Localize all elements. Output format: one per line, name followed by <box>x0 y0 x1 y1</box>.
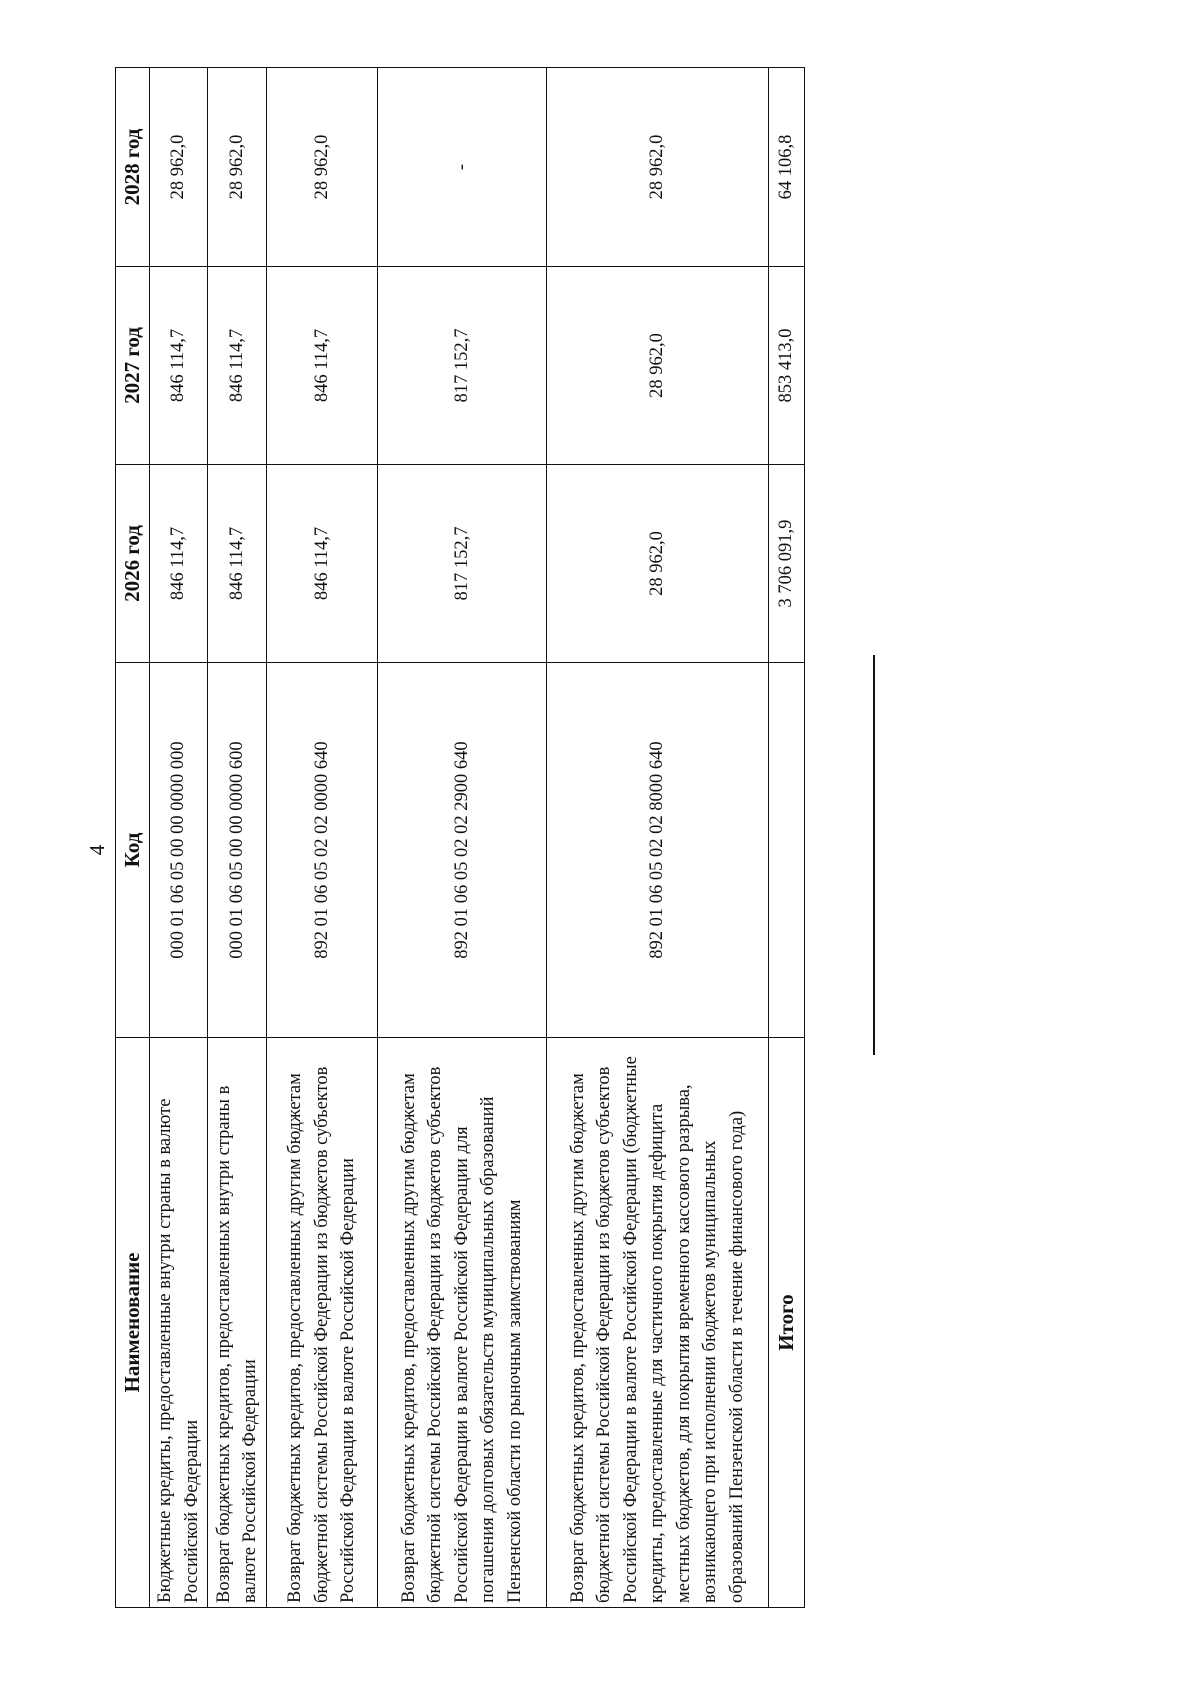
table-row <box>266 68 377 1608</box>
total-value-2028: 64 106,8 <box>768 68 804 267</box>
row-code: 000 01 06 05 00 00 0000 000 <box>150 663 208 1038</box>
row-code: 892 01 06 05 02 02 8000 640 <box>547 663 769 1038</box>
row-value-2027: 846 114,7 <box>208 267 266 465</box>
budget-table <box>115 67 805 1608</box>
row-code: 000 01 06 05 00 00 0000 600 <box>208 663 266 1038</box>
budget-table-container <box>115 68 805 1608</box>
row-name: Бюджетные кредиты, предоставленные внутри страны в валюте Российской Федерации <box>150 1038 208 1608</box>
row-value-2026: 846 114,7 <box>208 465 266 663</box>
row-name: Возврат бюджетных кредитов, предоставленных другим бюджетам бюджетной системы Российской Федерации из бюджетов субъектов Российской Федерации в валюте Российской Федерации (бюджетные кредиты, предоставленные для частичного покрытия дефицита местных бюджетов, для покрытия временного кассового разрыва, возникающего при исполнении бюджетов муниципальных образований Пензенской области в течение финансового года) <box>547 1038 769 1608</box>
table-row <box>547 68 769 1608</box>
header-2028: 2028 год <box>116 68 150 267</box>
total-label: Итого <box>768 1038 804 1608</box>
row-value-2028: - <box>377 68 546 267</box>
row-value-2027: 846 114,7 <box>150 267 208 465</box>
header-2027: 2027 год <box>116 267 150 465</box>
row-value-2028: 28 962,0 <box>266 68 377 267</box>
end-of-document-rule <box>873 655 875 1055</box>
table-row <box>150 68 208 1608</box>
header-2026: 2026 год <box>116 465 150 663</box>
row-name: Возврат бюджетных кредитов, предоставленных другим бюджетам бюджетной системы Российской Федерации из бюджетов субъектов Российской Федерации в валюте Российской Федерации для погашения долговых обязательств муниципальных образований Пензенской области по рыночным заимствованиям <box>377 1038 546 1608</box>
row-value-2028: 28 962,0 <box>547 68 769 267</box>
total-value-2027: 853 413,0 <box>768 267 804 465</box>
row-code: 892 01 06 05 02 02 2900 640 <box>377 663 546 1038</box>
total-value-2026: 3 706 091,9 <box>768 465 804 663</box>
row-name: Возврат бюджетных кредитов, предоставленных другим бюджетам бюджетной системы Российской Федерации из бюджетов субъектов Российской Федерации в валюте Российской Федерации <box>266 1038 377 1608</box>
header-code: Код <box>116 663 150 1038</box>
row-name: Возврат бюджетных кредитов, предоставленных внутри страны в валюте Российской Федерации <box>208 1038 266 1608</box>
row-value-2028: 28 962,0 <box>150 68 208 267</box>
row-code: 892 01 06 05 02 02 0000 640 <box>266 663 377 1038</box>
row-value-2026: 28 962,0 <box>547 465 769 663</box>
row-value-2027: 28 962,0 <box>547 267 769 465</box>
row-value-2026: 817 152,7 <box>377 465 546 663</box>
row-value-2026: 846 114,7 <box>150 465 208 663</box>
total-row <box>768 68 804 1608</box>
page-number: 4 <box>85 844 109 856</box>
row-value-2027: 817 152,7 <box>377 267 546 465</box>
row-value-2026: 846 114,7 <box>266 465 377 663</box>
total-code <box>768 663 804 1038</box>
row-value-2028: 28 962,0 <box>208 68 266 267</box>
table-header-row <box>116 68 150 1608</box>
row-value-2027: 846 114,7 <box>266 267 377 465</box>
header-name: Наименование <box>116 1038 150 1608</box>
table-row <box>377 68 546 1608</box>
table-row <box>208 68 266 1608</box>
